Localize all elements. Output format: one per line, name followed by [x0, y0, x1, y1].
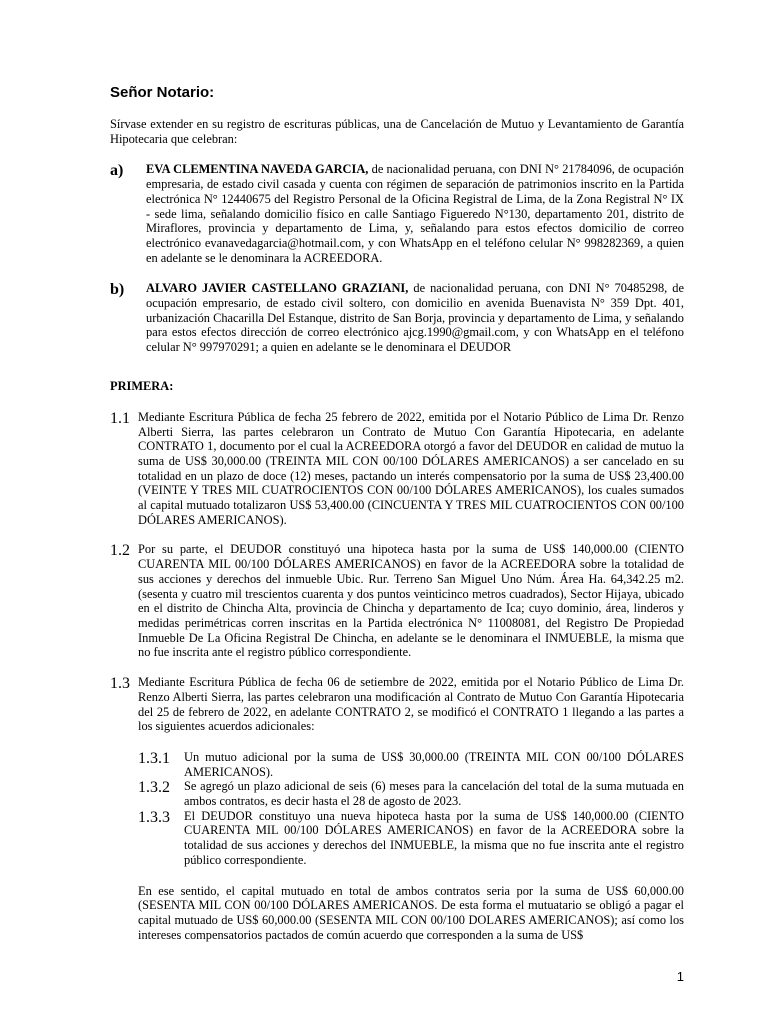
- party-text: [146, 162, 684, 265]
- subclause-number: 1.3.2: [138, 779, 170, 797]
- salutation-heading: Señor Notario:: [110, 84, 215, 101]
- subclause-1-3-2: [138, 779, 684, 808]
- subclause-text: Un mutuo adicional por la suma de US$ 30,000.00 (TREINTA MIL CON 00/100 DÓLARES AMERICANOS).: [184, 749, 684, 779]
- page-number: 1: [676, 969, 684, 984]
- subclause-list: [138, 750, 684, 868]
- party-label: a): [110, 162, 124, 180]
- party-a: [110, 162, 684, 265]
- clause-number: 1.1: [110, 409, 130, 427]
- section-title: PRIMERA:: [110, 378, 174, 393]
- clause-number: 1.3: [110, 675, 130, 693]
- subclause-number: 1.3.1: [138, 749, 170, 767]
- subclause-text: Se agregó un plazo adicional de seis (6) meses para la cancelación del total de la suma mutuada en ambos contratos, es decir hasta el 28 de agosto de 2023.: [184, 779, 684, 809]
- intro-paragraph: Sírvase extender en su registro de escrituras públicas, una de Cancelación de Mutuo y Levantamiento de Garantía Hipotecaria que celebran:: [110, 117, 684, 146]
- subclause-number: 1.3.3: [138, 808, 170, 826]
- party-name: EVA CLEMENTINA NAVEDA GARCIA,: [146, 162, 369, 177]
- clause-1-3: [110, 675, 684, 734]
- clause-text: Por su parte, el DEUDOR constituyó una hipoteca hasta por la suma de US$ 140,000.00 (CIENTO CUARENTA MIL 00/100 DÓLARES AMERICANOS) en favor de la ACREEDORA sobre la totalidad de sus acciones y derechos del inmueble Ubic. Rur. Terreno San Miguel Uno Núm. Área Ha. 64,342.25 m2. (sesenta y cuatro mil trescientos cuarenta y dos puntos veinticinco metros cuadrados), Sector Hijaya, ubicado en el distrito de Chincha Alta, provincia de Chincha y departamento de Ica; cuyo dominio, área, linderos y medidas perimétricas corren inscritas en la Partida electrónica N° 11008081, del Registro De Propiedad Inmueble De La Oficina Registral De Chincha, en adelante se le denominara el INMUEBLE, la misma que no fue inscrita ante el registro público correspondiente.: [138, 542, 684, 660]
- clause-number: 1.2: [110, 542, 130, 560]
- clause-text: Mediante Escritura Pública de fecha 06 de setiembre de 2022, emitida por el Notario Público de Lima Dr. Renzo Alberti Sierra, las partes celebraron una modificación al Contrato de Mutuo Con Garantía Hipotecaria del 25 de febrero de 2022, en adelante CONTRATO 2, se modificó el CONTRATO 1 llegando a las partes a los siguientes acuerdos adicionales:: [138, 675, 684, 734]
- party-b: [110, 281, 684, 355]
- subclause-1-3-1: [138, 750, 684, 779]
- party-details: de nacionalidad peruana, con DNI N° 70485298, de ocupación empresario, de estado civil soltero, con domicilio en avenida Buenavista N° 359 Dpt. 401, urbanización Chacarilla Del Estanque, distrito de San Borja, provincia y departamento de Lima, y señalando para estos efectos dirección de correo electrónico ajcg.1990@gmail.com, y con WhatsApp en el teléfono celular N° 997970291; a quien en adelante se le denominara el DEUDOR: [146, 281, 684, 355]
- clause-1-1: [110, 410, 684, 528]
- party-label: b): [110, 281, 125, 299]
- summary-paragraph: En ese sentido, el capital mutuado en total de ambos contratos seria por la suma de US$ 60,000.00 (SESENTA MIL CON 00/100 DÓLARES AMERICANOS. De esta forma el mutuatario se obligó a pagar el capital mutuado de US$ 60,000.00 (SESENTA MIL CON 00/100 DOLARES AMERICANOS); así como los intereses compensatorios pactados de común acuerdo que corresponden a la suma de US$: [138, 883, 684, 942]
- party-details: de nacionalidad peruana, con DNI N° 21784096, de ocupación empresaria, de estado civil casada y cuenta con régimen de separación de patrimonios inscrito en la Partida electrónica N° 12440675 del Registro Personal de la Oficina Registral de Lima, de la Zona Registral N° IX - sede lima, señalando domicilio físico en calle Santiago Figueredo N°130, departamento 201, distrito de Miraflores, provincia y departamento de Lima, y, señalando para estos efectos domicilio de correo electrónico evanavedagarcia@hotmail.com, y con WhatsApp en el teléfono celular N° 998282369, a quien en adelante se le denominara la ACREEDORA.: [146, 162, 684, 265]
- subclause-text: El DEUDOR constituyo una nueva hipoteca hasta por la suma de US$ 140,000.00 (CIENTO CUARENTA MIL 00/100 DÓLARES AMERICANOS) en favor de la ACREEDORA sobre la totalidad de sus acciones y derechos del INMUEBLE, la misma que no fue inscrita ante el registro público correspondiente.: [184, 808, 684, 867]
- clause-1-2: [110, 542, 684, 660]
- party-name: ALVARO JAVIER CASTELLANO GRAZIANI,: [146, 281, 409, 296]
- party-text: [146, 281, 684, 355]
- subclause-1-3-3: [138, 809, 684, 868]
- clause-text: Mediante Escritura Pública de fecha 25 febrero de 2022, emitida por el Notario Público de Lima Dr. Renzo Alberti Sierra, las partes celebraron un Contrato de Mutuo Con Garantía Hipotecaria, en adelante CONTRATO 1, documento por el cual la ACREEDORA otorgó a favor del DEUDOR en calidad de mutuo la suma de US$ 30,000.00 (TREINTA MIL CON 00/100 DÓLARES AMERICANOS) a ser cancelado en su totalidad en un plazo de doce (12) meses, pactando un interés compensatorio por la suma de US$ 23,400.00 (VEINTE Y TRES MIL CUATROCIENTOS CON 00/100 DÓLARES AMERICANOS), los cuales sumados al capital mutuado totalizaron US$ 53,400.00 (CINCUENTA Y TRES MIL CUATROCIENTOS CON 00/100 DÓLARES AMERICANOS).: [138, 409, 684, 527]
